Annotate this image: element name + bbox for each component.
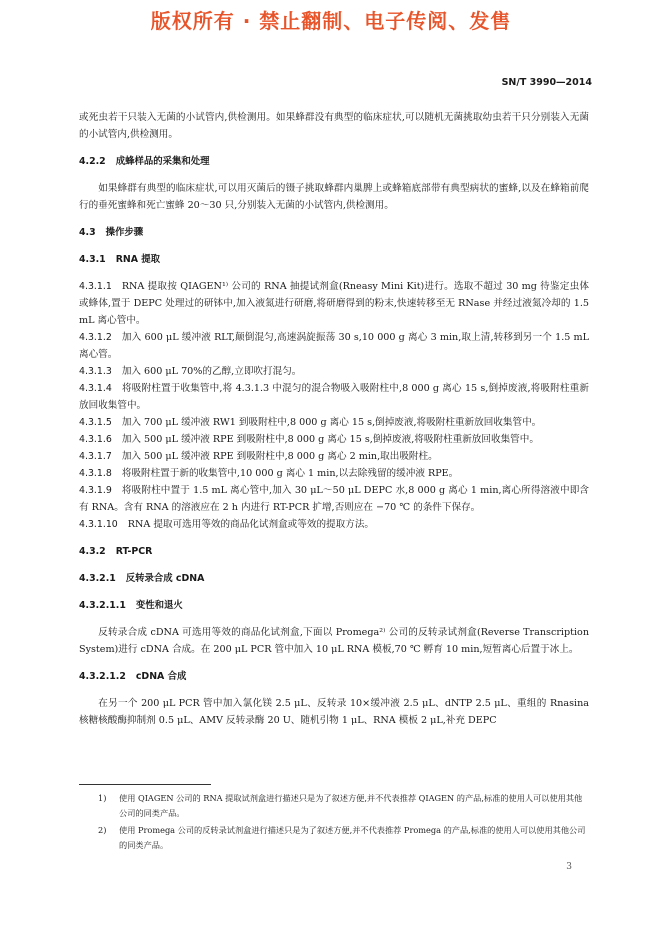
step-number: 4.3.1.7 (79, 451, 112, 462)
standard-code: SN/T 3990—2014 (501, 77, 592, 88)
step-number: 4.3.1.2 (79, 332, 112, 343)
step-item (79, 516, 589, 533)
step-list (79, 278, 589, 533)
section-heading (79, 543, 589, 560)
step-text: 加入 500 μL 缓冲液 RPE 到吸附柱中,8 000 g 离心 2 min,取出吸附柱。 (121, 451, 438, 462)
step-item (79, 465, 589, 482)
step-text: RNA 提取按 QIAGEN¹⁾ 公司的 RNA 抽提试剂盒(Rneasy Mini Kit)进行。选取不超过 30 mg 待鉴定虫体或蜂体,置于 DEPC 处理过的研钵中,加入液氮进行研磨,将研磨得到的粉末,快速转移至无 RNase 并经过液氮冷却的 1.5 mL 离心管中。 (79, 281, 589, 326)
section-heading (79, 153, 589, 170)
section-number: 4.3.1 (79, 254, 106, 265)
section-heading (79, 251, 589, 268)
section-heading (79, 597, 589, 614)
footnote-text: 使用 Promega 公司的反转录试剂盒进行描述只是为了叙述方便,并不代表推荐 Promega 的产品,标准的使用人可以使用其他公司的同类产品。 (119, 825, 586, 850)
step-item (79, 431, 589, 448)
step-item (79, 414, 589, 431)
step-item (79, 329, 589, 363)
step-number: 4.3.1.9 (79, 485, 112, 496)
step-text: 加入 600 μL 70%的乙醇,立即吹打混匀。 (121, 366, 302, 377)
section-number: 4.2.2 (79, 156, 106, 167)
paragraph: 如果蜂群有典型的临床症状,可以用灭菌后的镊子挑取蜂群内巢脾上或蜂箱底部带有典型病状的蜜蜂,以及在蜂箱前爬行的垂死蜜蜂和死亡蜜蜂 20～30 只,分别装入无菌的小试管内,供检测用。 (79, 183, 589, 211)
step-text: 加入 700 μL 缓冲液 RW1 到吸附柱中,8 000 g 离心 15 s,倒掉废液,将吸附柱重新放回收集管中。 (121, 417, 542, 428)
step-text: 将吸附柱置于新的收集管中,10 000 g 离心 1 min,以去除残留的缓冲液 RPE。 (121, 468, 459, 479)
section-number: 4.3.2.1 (79, 573, 116, 584)
section-title: 成蜂样品的采集和处理 (115, 156, 210, 167)
section-heading (79, 570, 589, 587)
step-number: 4.3.1.4 (79, 383, 112, 394)
section-heading (79, 668, 589, 685)
step-item (79, 380, 589, 414)
section-number: 4.3 (79, 227, 96, 238)
step-text: 加入 600 μL 缓冲液 RLT,颠倒混匀,高速涡旋振荡 30 s,10 000 g 离心 3 min,取上清,转移到另一个 1.5 mL 离心管。 (79, 332, 589, 360)
paragraph: 或死虫若干只装入无菌的小试管内,供检测用。如果蜂群没有典型的临床症状,可以随机无菌挑取幼虫若干只分别装入无菌的小试管内,供检测用。 (79, 112, 589, 140)
step-number: 4.3.1.3 (79, 366, 112, 377)
section-number: 4.3.2.1.1 (79, 600, 126, 611)
step-number: 4.3.1.5 (79, 417, 112, 428)
step-item (79, 482, 589, 516)
step-number: 4.3.1.1 (79, 281, 112, 292)
step-item (79, 278, 589, 329)
section-number: 4.3.2.1.2 (79, 671, 126, 682)
footnote-item (79, 823, 589, 853)
step-text: 将吸附柱中置于 1.5 mL 离心管中,加入 30 μL～50 μL DEPC 水,8 000 g 离心 1 min,离心所得溶液中即含有 RNA。含有 RNA 的溶液应在 2 h 内进行 RT-PCR 扩增,否则应在 −70 ℃ 的条件下保存。 (79, 485, 589, 513)
section-title: cDNA 合成 (135, 671, 187, 682)
section-number: 4.3.2 (79, 546, 106, 557)
step-number: 4.3.1.8 (79, 468, 112, 479)
step-text: RNA 提取可选用等效的商品化试剂盒或等效的提取方法。 (127, 519, 375, 530)
section-title: 反转录合成 cDNA (125, 573, 205, 584)
footnote-item (79, 791, 589, 821)
footnotes (79, 791, 589, 855)
footnote-number: 2) (98, 825, 107, 835)
section-heading (79, 224, 589, 241)
footnote-text: 使用 QIAGEN 公司的 RNA 提取试剂盒进行描述只是为了叙述方便,并不代表推荐 QIAGEN 的产品,标准的使用人可以使用其他公司的同类产品。 (119, 793, 583, 818)
step-number: 4.3.1.6 (79, 434, 112, 445)
footnote-divider (79, 784, 211, 785)
paragraph: 反转录合成 cDNA 可选用等效的商品化试剂盒,下面以 Promega²⁾ 公司的反转录试剂盒(Reverse Transcription System)进行 cDNA 合成。在 200 μL PCR 管中加入 10 μL RNA 模板,70 ℃ 孵育 10 min,短暂离心后置于冰上。 (79, 627, 589, 655)
section-title: 变性和退火 (135, 600, 183, 611)
step-item (79, 363, 589, 380)
copyright-watermark: 版权所有 · 禁止翻制、电子传阅、发售 (150, 9, 512, 33)
section-title: RNA 提取 (115, 254, 161, 265)
footnote-number: 1) (98, 793, 107, 803)
page-number: 3 (566, 862, 572, 872)
section-title: 操作步骤 (105, 227, 144, 238)
step-item (79, 448, 589, 465)
section-title: RT-PCR (115, 546, 153, 557)
page-body (79, 109, 589, 729)
step-text: 加入 500 μL 缓冲液 RPE 到吸附柱中,8 000 g 离心 15 s,倒掉废液,将吸附柱重新放回收集管中。 (121, 434, 539, 445)
step-number: 4.3.1.10 (79, 519, 118, 530)
step-text: 将吸附柱置于收集管中,将 4.3.1.3 中混匀的混合物吸入吸附柱中,8 000 g 离心 15 s,倒掉废液,将吸附柱重新放回收集管中。 (79, 383, 589, 411)
paragraph: 在另一个 200 μL PCR 管中加入氯化镁 2.5 μL、反转录 10×缓冲液 2.5 μL、dNTP 2.5 μL、重组的 Rnasina 核糖核酸酶抑制剂 0.5 μL、AMV 反转录酶 20 U、随机引物 1 μL、RNA 模板 2 μL,补充 DEPC (79, 698, 589, 726)
